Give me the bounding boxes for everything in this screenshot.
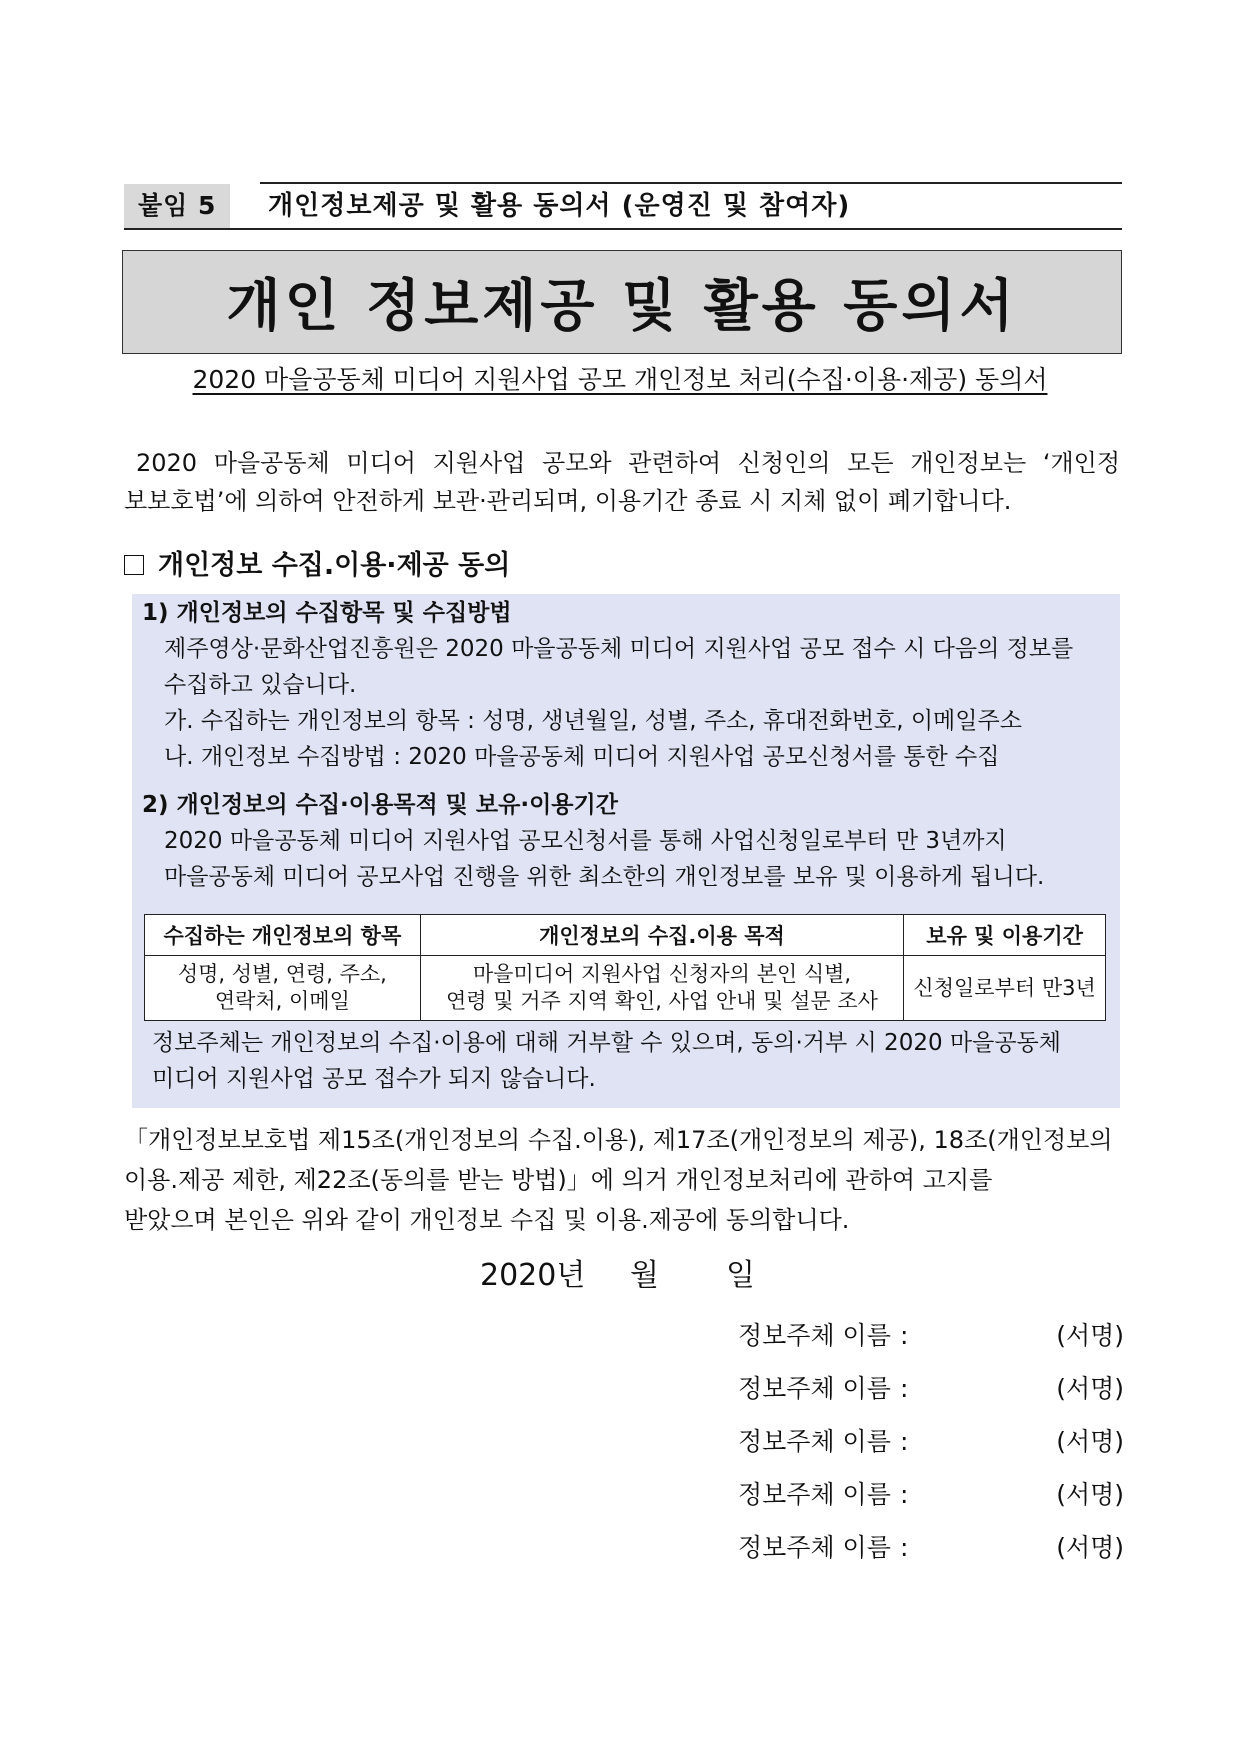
signature-label: 정보주체 이름	[738, 1533, 891, 1562]
purpose-line-2: 연령 및 거주 지역 확인, 사업 안내 및 설문 조사	[446, 989, 878, 1013]
items-line-2: 연락처, 이메일	[214, 989, 350, 1013]
signature-colon: :	[900, 1480, 909, 1509]
law-paragraph	[124, 1120, 1122, 1240]
signature-colon: :	[900, 1533, 909, 1562]
main-title: 개인 정보제공 및 활용 동의서	[226, 274, 1018, 339]
date-year: 2020년	[480, 1258, 586, 1293]
intro-line-2: 보보호법’에 의하여 안전하게 보관·관리되며, 이용기간 종료 시 지체 없이 폐기합니다.	[124, 487, 1012, 515]
signature-mark: (서명)	[1056, 1321, 1124, 1350]
signature-mark: (서명)	[1056, 1427, 1124, 1456]
signature-label: 정보주체 이름	[738, 1427, 891, 1456]
item1-collected-items: 가. 수집하는 개인정보의 항목 : 성명, 생년월일, 성별, 주소, 휴대전화번호, 이메일주소	[164, 708, 1022, 734]
item1-line-1: 제주영상·문화산업진흥원은 2020 마을공동체 미디어 지원사업 공모 접수 시 다음의 정보를	[164, 636, 1074, 662]
table-cell-items	[145, 956, 421, 1021]
info-table	[144, 914, 1106, 1021]
table-header-period: 보유 및 이용기간	[904, 915, 1106, 956]
purpose-line-1: 마을미디어 지원사업 신청자의 본인 식별,	[472, 962, 852, 986]
refusal-line-1: 정보주체는 개인정보의 수집·이용에 대해 거부할 수 있으며, 동의·거부 시 2020 마을공동체	[152, 1030, 1061, 1056]
table-cell-period: 신청일로부터 만3년	[904, 956, 1106, 1021]
header-title: 개인정보제공 및 활용 동의서 (운영진 및 참여자)	[268, 191, 851, 221]
signature-label: 정보주체 이름	[738, 1480, 891, 1509]
item1-title: 1) 개인정보의 수집항목 및 수집방법	[142, 600, 512, 626]
law-line-3: 받았으며 본인은 위와 같이 개인정보 수집 및 이용.제공에 동의합니다.	[124, 1206, 850, 1234]
subtitle: 2020 마을공동체 미디어 지원사업 공모 개인정보 처리(수집·이용·제공) 동의서	[192, 365, 1048, 394]
signature-colon: :	[900, 1321, 909, 1350]
consent-date	[480, 1256, 755, 1296]
table-header-purpose: 개인정보의 수집.이용 목적	[420, 915, 903, 956]
item2-line-1: 2020 마을공동체 미디어 지원사업 공모신청서를 통해 사업신청일로부터 만 3년까지	[164, 828, 1007, 854]
signature-colon: :	[900, 1374, 909, 1403]
date-month: 월	[630, 1258, 659, 1293]
item2-title: 2) 개인정보의 수집·이용목적 및 보유·이용기간	[142, 792, 618, 818]
signature-mark: (서명)	[1056, 1533, 1124, 1562]
signature-mark: (서명)	[1056, 1480, 1124, 1509]
table-header-row	[145, 915, 1106, 956]
law-line-1: 「개인정보보호법 제15조(개인정보의 수집.이용), 제17조(개인정보의 제공), 18조(개인정보의	[124, 1126, 1113, 1154]
table-cell-purpose	[420, 956, 903, 1021]
signature-mark: (서명)	[1056, 1374, 1124, 1403]
refusal-line-2: 미디어 지원사업 공모 접수가 되지 않습니다.	[152, 1066, 596, 1092]
main-title-box	[122, 250, 1122, 354]
item1-line-2: 수집하고 있습니다.	[164, 672, 357, 698]
signature-colon: :	[900, 1427, 909, 1456]
item2-line-2: 마을공동체 미디어 공모사업 진행을 위한 최소한의 개인정보를 보유 및 이용하게 됩니다.	[164, 864, 1045, 890]
signature-label: 정보주체 이름	[738, 1321, 891, 1350]
checkbox-square-icon	[124, 555, 144, 575]
section-heading	[124, 546, 510, 586]
law-line-2: 이용.제공 제한, 제22조(동의를 받는 방법)」에 의거 개인정보처리에 관하여 고지를	[124, 1166, 993, 1194]
intro-line-1: 2020 마을공동체 미디어 지원사업 공모와 관련하여 신청인의 모든 개인정보는 ‘개인정	[136, 449, 1120, 477]
table-row	[145, 956, 1106, 1021]
subtitle-row	[0, 362, 1240, 398]
date-day: 일	[726, 1258, 755, 1293]
header-rule-bottom	[124, 228, 1122, 230]
items-line-1: 성명, 성별, 연령, 주소,	[177, 962, 387, 986]
signature-label: 정보주체 이름	[738, 1374, 891, 1403]
item1-collection-method: 나. 개인정보 수집방법 : 2020 마을공동체 미디어 지원사업 공모신청서를 통한 수집	[164, 744, 1000, 770]
header-rule-top	[260, 182, 1122, 184]
section-title: 개인정보 수집.이용·제공 동의	[158, 550, 511, 581]
attachment-label: 붙임 5	[124, 184, 230, 228]
table-header-items: 수집하는 개인정보의 항목	[145, 915, 421, 956]
intro-paragraph	[124, 444, 1120, 520]
